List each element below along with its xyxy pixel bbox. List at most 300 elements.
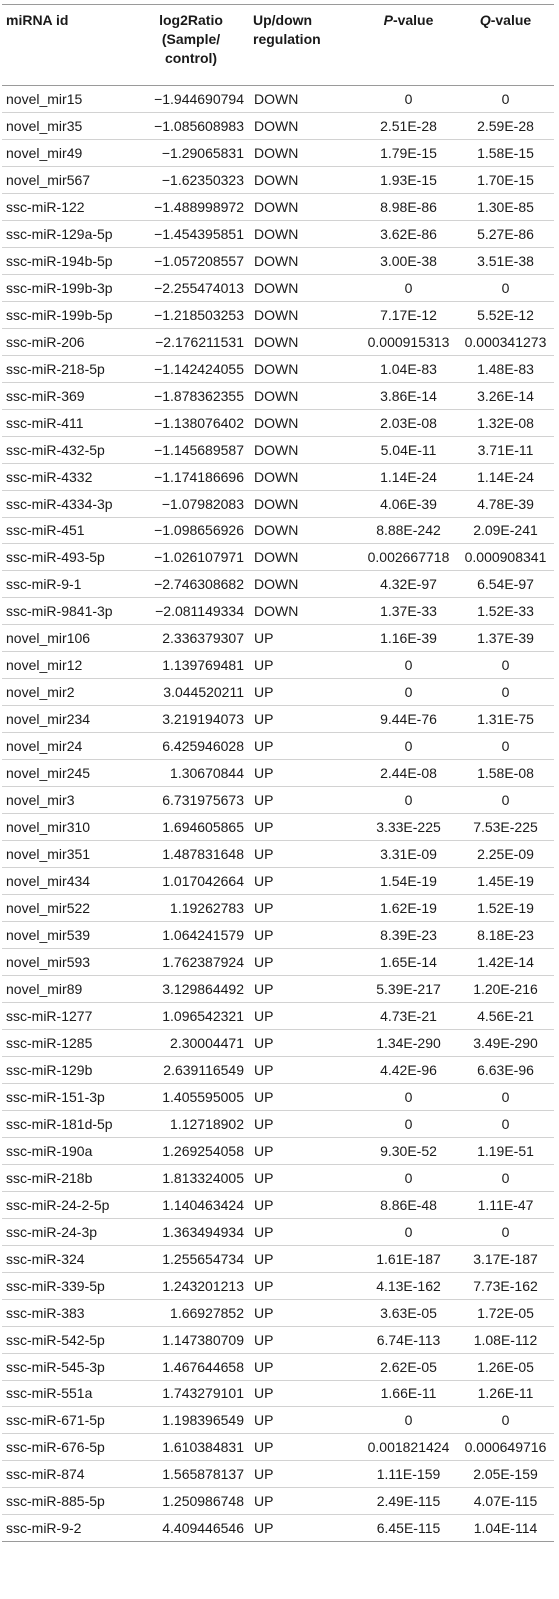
- table-row: [2, 1110, 554, 1137]
- cell-q-value: 1.58E-08: [457, 760, 554, 787]
- cell-p-value: 1.54E-19: [360, 868, 457, 895]
- cell-mirna-id: ssc-miR-4334-3p: [2, 490, 132, 517]
- cell-log2ratio: 1.467644658: [132, 1353, 250, 1380]
- cell-log2ratio: −1.174186696: [132, 463, 250, 490]
- mirna-table: [2, 4, 554, 1542]
- cell-regulation: DOWN: [250, 274, 360, 301]
- cell-regulation: DOWN: [250, 193, 360, 220]
- cell-q-value: 0: [457, 1164, 554, 1191]
- cell-q-value: 1.42E-14: [457, 949, 554, 976]
- cell-regulation: UP: [250, 895, 360, 922]
- cell-q-value: 1.08E-112: [457, 1326, 554, 1353]
- cell-q-value: 1.26E-11: [457, 1380, 554, 1407]
- cell-p-value: 2.03E-08: [360, 409, 457, 436]
- cell-q-value: 0: [457, 679, 554, 706]
- cell-mirna-id: novel_mir89: [2, 975, 132, 1002]
- cell-p-value: 0: [360, 1407, 457, 1434]
- cell-q-value: 0.000649716: [457, 1434, 554, 1461]
- cell-regulation: UP: [250, 949, 360, 976]
- cell-p-value: 1.04E-83: [360, 355, 457, 382]
- cell-mirna-id: ssc-miR-151-3p: [2, 1083, 132, 1110]
- cell-log2ratio: −1.085608983: [132, 112, 250, 139]
- table-row: [2, 301, 554, 328]
- cell-p-value: 1.16E-39: [360, 625, 457, 652]
- cell-regulation: UP: [250, 1326, 360, 1353]
- table-row: [2, 409, 554, 436]
- header-row: [2, 5, 554, 86]
- cell-log2ratio: −1.62350323: [132, 166, 250, 193]
- cell-p-value: 1.79E-15: [360, 139, 457, 166]
- cell-p-value: 4.13E-162: [360, 1272, 457, 1299]
- table-row: [2, 382, 554, 409]
- cell-regulation: DOWN: [250, 355, 360, 382]
- cell-log2ratio: 1.762387924: [132, 949, 250, 976]
- cell-q-value: 3.71E-11: [457, 436, 554, 463]
- cell-log2ratio: 1.565878137: [132, 1461, 250, 1488]
- cell-log2ratio: 1.813324005: [132, 1164, 250, 1191]
- cell-q-value: 1.20E-216: [457, 975, 554, 1002]
- table-row: [2, 1488, 554, 1515]
- cell-mirna-id: ssc-miR-885-5p: [2, 1488, 132, 1515]
- cell-q-value: 0: [457, 1218, 554, 1245]
- cell-p-value: 0: [360, 86, 457, 113]
- cell-q-value: 1.14E-24: [457, 463, 554, 490]
- cell-regulation: DOWN: [250, 463, 360, 490]
- cell-p-value: 1.11E-159: [360, 1461, 457, 1488]
- table-row: [2, 1353, 554, 1380]
- header-q-value: Q-value: [457, 5, 554, 86]
- cell-mirna-id: ssc-miR-676-5p: [2, 1434, 132, 1461]
- cell-q-value: 0: [457, 787, 554, 814]
- table-row: [2, 868, 554, 895]
- cell-regulation: DOWN: [250, 166, 360, 193]
- cell-p-value: 6.45E-115: [360, 1515, 457, 1542]
- cell-q-value: 6.54E-97: [457, 571, 554, 598]
- cell-p-value: 9.44E-76: [360, 706, 457, 733]
- cell-mirna-id: ssc-miR-181d-5p: [2, 1110, 132, 1137]
- cell-p-value: 4.73E-21: [360, 1002, 457, 1029]
- table-row: [2, 355, 554, 382]
- table-row: [2, 490, 554, 517]
- cell-mirna-id: ssc-miR-199b-3p: [2, 274, 132, 301]
- cell-log2ratio: 1.694605865: [132, 814, 250, 841]
- table-row: [2, 1515, 554, 1542]
- table-header: [2, 5, 554, 86]
- cell-p-value: 0: [360, 787, 457, 814]
- cell-log2ratio: −1.138076402: [132, 409, 250, 436]
- cell-q-value: 0: [457, 86, 554, 113]
- cell-q-value: 0: [457, 1110, 554, 1137]
- cell-mirna-id: novel_mir245: [2, 760, 132, 787]
- cell-p-value: 1.14E-24: [360, 463, 457, 490]
- cell-regulation: UP: [250, 868, 360, 895]
- cell-mirna-id: ssc-miR-4332: [2, 463, 132, 490]
- cell-p-value: 8.86E-48: [360, 1191, 457, 1218]
- cell-mirna-id: ssc-miR-545-3p: [2, 1353, 132, 1380]
- table-row: [2, 1056, 554, 1083]
- cell-q-value: 0: [457, 733, 554, 760]
- table-row: [2, 328, 554, 355]
- cell-regulation: UP: [250, 1299, 360, 1326]
- cell-mirna-id: ssc-miR-190a: [2, 1137, 132, 1164]
- cell-regulation: UP: [250, 1515, 360, 1542]
- cell-log2ratio: 2.639116549: [132, 1056, 250, 1083]
- cell-p-value: 1.66E-11: [360, 1380, 457, 1407]
- cell-log2ratio: −2.176211531: [132, 328, 250, 355]
- cell-q-value: 7.73E-162: [457, 1272, 554, 1299]
- cell-regulation: UP: [250, 841, 360, 868]
- header-p-value: P-value: [360, 5, 457, 86]
- cell-log2ratio: −1.218503253: [132, 301, 250, 328]
- table-row: [2, 1380, 554, 1407]
- table-row: [2, 841, 554, 868]
- cell-mirna-id: novel_mir434: [2, 868, 132, 895]
- cell-q-value: 1.52E-19: [457, 895, 554, 922]
- header-mirna-id: miRNA id: [2, 5, 132, 86]
- cell-regulation: DOWN: [250, 436, 360, 463]
- cell-regulation: UP: [250, 922, 360, 949]
- table-row: [2, 1434, 554, 1461]
- cell-q-value: 0: [457, 652, 554, 679]
- cell-mirna-id: novel_mir35: [2, 112, 132, 139]
- cell-log2ratio: 1.19262783: [132, 895, 250, 922]
- cell-log2ratio: −2.255474013: [132, 274, 250, 301]
- cell-q-value: 5.52E-12: [457, 301, 554, 328]
- cell-q-value: 1.70E-15: [457, 166, 554, 193]
- cell-p-value: 0: [360, 1218, 457, 1245]
- cell-q-value: 1.37E-39: [457, 625, 554, 652]
- cell-mirna-id: ssc-miR-339-5p: [2, 1272, 132, 1299]
- cell-p-value: 3.86E-14: [360, 382, 457, 409]
- cell-mirna-id: novel_mir539: [2, 922, 132, 949]
- cell-p-value: 3.62E-86: [360, 220, 457, 247]
- cell-log2ratio: −1.145689587: [132, 436, 250, 463]
- cell-mirna-id: ssc-miR-9841-3p: [2, 598, 132, 625]
- cell-p-value: 1.61E-187: [360, 1245, 457, 1272]
- cell-log2ratio: −1.878362355: [132, 382, 250, 409]
- cell-p-value: 4.06E-39: [360, 490, 457, 517]
- cell-mirna-id: ssc-miR-874: [2, 1461, 132, 1488]
- cell-q-value: 1.11E-47: [457, 1191, 554, 1218]
- document-page: [0, 4, 559, 1599]
- table-row: [2, 706, 554, 733]
- cell-mirna-id: novel_mir12: [2, 652, 132, 679]
- cell-log2ratio: 6.425946028: [132, 733, 250, 760]
- cell-p-value: 0.001821424: [360, 1434, 457, 1461]
- table-row: [2, 598, 554, 625]
- cell-p-value: 0: [360, 274, 457, 301]
- cell-log2ratio: −1.057208557: [132, 247, 250, 274]
- cell-q-value: 1.26E-05: [457, 1353, 554, 1380]
- cell-log2ratio: 3.044520211: [132, 679, 250, 706]
- cell-mirna-id: ssc-miR-129b: [2, 1056, 132, 1083]
- cell-regulation: UP: [250, 1029, 360, 1056]
- cell-mirna-id: ssc-miR-9-1: [2, 571, 132, 598]
- cell-log2ratio: 1.198396549: [132, 1407, 250, 1434]
- cell-regulation: UP: [250, 679, 360, 706]
- cell-p-value: 0: [360, 1164, 457, 1191]
- cell-q-value: 1.31E-75: [457, 706, 554, 733]
- cell-q-value: 0: [457, 1407, 554, 1434]
- cell-q-value: 1.58E-15: [457, 139, 554, 166]
- cell-p-value: 3.31E-09: [360, 841, 457, 868]
- table-row: [2, 1218, 554, 1245]
- cell-p-value: 4.42E-96: [360, 1056, 457, 1083]
- table-row: [2, 652, 554, 679]
- cell-q-value: 1.52E-33: [457, 598, 554, 625]
- table-row: [2, 1002, 554, 1029]
- cell-p-value: 1.93E-15: [360, 166, 457, 193]
- cell-mirna-id: ssc-miR-432-5p: [2, 436, 132, 463]
- table-row: [2, 166, 554, 193]
- cell-regulation: UP: [250, 1353, 360, 1380]
- table-row: [2, 463, 554, 490]
- cell-log2ratio: 1.096542321: [132, 1002, 250, 1029]
- cell-regulation: DOWN: [250, 571, 360, 598]
- cell-mirna-id: novel_mir310: [2, 814, 132, 841]
- cell-log2ratio: 1.147380709: [132, 1326, 250, 1353]
- table-row: [2, 733, 554, 760]
- cell-mirna-id: novel_mir234: [2, 706, 132, 733]
- cell-mirna-id: novel_mir106: [2, 625, 132, 652]
- cell-mirna-id: novel_mir2: [2, 679, 132, 706]
- table-row: [2, 1272, 554, 1299]
- table-row: [2, 86, 554, 113]
- cell-log2ratio: −1.07982083: [132, 490, 250, 517]
- cell-mirna-id: novel_mir24: [2, 733, 132, 760]
- table-row: [2, 1461, 554, 1488]
- cell-mirna-id: ssc-miR-199b-5p: [2, 301, 132, 328]
- cell-log2ratio: −2.746308682: [132, 571, 250, 598]
- cell-mirna-id: ssc-miR-9-2: [2, 1515, 132, 1542]
- cell-q-value: 1.72E-05: [457, 1299, 554, 1326]
- cell-p-value: 8.88E-242: [360, 517, 457, 544]
- cell-q-value: 6.63E-96: [457, 1056, 554, 1083]
- table-row: [2, 787, 554, 814]
- cell-mirna-id: ssc-miR-24-3p: [2, 1218, 132, 1245]
- cell-mirna-id: ssc-miR-206: [2, 328, 132, 355]
- header-log2ratio: log2Ratio (Sample/ control): [132, 5, 250, 86]
- cell-mirna-id: ssc-miR-671-5p: [2, 1407, 132, 1434]
- cell-log2ratio: 3.129864492: [132, 975, 250, 1002]
- cell-regulation: UP: [250, 1164, 360, 1191]
- cell-regulation: DOWN: [250, 598, 360, 625]
- cell-q-value: 0.000908341: [457, 544, 554, 571]
- table-row: [2, 814, 554, 841]
- cell-q-value: 1.30E-85: [457, 193, 554, 220]
- cell-log2ratio: 1.255654734: [132, 1245, 250, 1272]
- cell-regulation: UP: [250, 814, 360, 841]
- table-row: [2, 1137, 554, 1164]
- cell-q-value: 2.09E-241: [457, 517, 554, 544]
- cell-mirna-id: ssc-miR-542-5p: [2, 1326, 132, 1353]
- cell-mirna-id: ssc-miR-1277: [2, 1002, 132, 1029]
- cell-q-value: 0: [457, 1083, 554, 1110]
- cell-p-value: 0: [360, 1110, 457, 1137]
- cell-regulation: DOWN: [250, 382, 360, 409]
- cell-mirna-id: ssc-miR-324: [2, 1245, 132, 1272]
- cell-mirna-id: ssc-miR-493-5p: [2, 544, 132, 571]
- cell-regulation: DOWN: [250, 247, 360, 274]
- cell-regulation: UP: [250, 706, 360, 733]
- cell-regulation: DOWN: [250, 220, 360, 247]
- cell-regulation: UP: [250, 760, 360, 787]
- cell-p-value: 9.30E-52: [360, 1137, 457, 1164]
- cell-log2ratio: 1.269254058: [132, 1137, 250, 1164]
- table-row: [2, 625, 554, 652]
- cell-p-value: 8.39E-23: [360, 922, 457, 949]
- cell-mirna-id: novel_mir49: [2, 139, 132, 166]
- cell-mirna-id: ssc-miR-129a-5p: [2, 220, 132, 247]
- cell-regulation: DOWN: [250, 301, 360, 328]
- cell-regulation: UP: [250, 1434, 360, 1461]
- cell-mirna-id: ssc-miR-218b: [2, 1164, 132, 1191]
- cell-log2ratio: −1.488998972: [132, 193, 250, 220]
- cell-log2ratio: 1.250986748: [132, 1488, 250, 1515]
- cell-log2ratio: 1.017042664: [132, 868, 250, 895]
- cell-q-value: 1.32E-08: [457, 409, 554, 436]
- cell-regulation: DOWN: [250, 517, 360, 544]
- table-row: [2, 1164, 554, 1191]
- table-row: [2, 1407, 554, 1434]
- cell-log2ratio: 6.731975673: [132, 787, 250, 814]
- cell-log2ratio: 1.487831648: [132, 841, 250, 868]
- cell-p-value: 4.32E-97: [360, 571, 457, 598]
- cell-regulation: UP: [250, 975, 360, 1002]
- cell-regulation: UP: [250, 625, 360, 652]
- cell-mirna-id: novel_mir351: [2, 841, 132, 868]
- cell-mirna-id: novel_mir567: [2, 166, 132, 193]
- table-row: [2, 193, 554, 220]
- cell-q-value: 0: [457, 274, 554, 301]
- cell-regulation: DOWN: [250, 490, 360, 517]
- table-row: [2, 517, 554, 544]
- cell-p-value: 0: [360, 679, 457, 706]
- cell-regulation: UP: [250, 1137, 360, 1164]
- table-row: [2, 544, 554, 571]
- cell-mirna-id: novel_mir15: [2, 86, 132, 113]
- cell-q-value: 1.19E-51: [457, 1137, 554, 1164]
- cell-log2ratio: 1.139769481: [132, 652, 250, 679]
- cell-log2ratio: 3.219194073: [132, 706, 250, 733]
- cell-regulation: DOWN: [250, 112, 360, 139]
- cell-q-value: 4.07E-115: [457, 1488, 554, 1515]
- cell-p-value: 1.34E-290: [360, 1029, 457, 1056]
- cell-q-value: 3.51E-38: [457, 247, 554, 274]
- table-row: [2, 922, 554, 949]
- cell-mirna-id: ssc-miR-24-2-5p: [2, 1191, 132, 1218]
- cell-mirna-id: novel_mir3: [2, 787, 132, 814]
- cell-mirna-id: novel_mir593: [2, 949, 132, 976]
- table-row: [2, 112, 554, 139]
- table-row: [2, 1299, 554, 1326]
- table-row: [2, 571, 554, 598]
- table-row: [2, 139, 554, 166]
- cell-p-value: 3.33E-225: [360, 814, 457, 841]
- cell-mirna-id: novel_mir522: [2, 895, 132, 922]
- cell-q-value: 3.49E-290: [457, 1029, 554, 1056]
- table-row: [2, 1083, 554, 1110]
- table-row: [2, 274, 554, 301]
- cell-regulation: UP: [250, 1488, 360, 1515]
- cell-log2ratio: −1.026107971: [132, 544, 250, 571]
- cell-p-value: 0.000915313: [360, 328, 457, 355]
- cell-regulation: UP: [250, 1191, 360, 1218]
- table-row: [2, 220, 554, 247]
- cell-log2ratio: 4.409446546: [132, 1515, 250, 1542]
- cell-regulation: DOWN: [250, 544, 360, 571]
- cell-p-value: 2.44E-08: [360, 760, 457, 787]
- table-row: [2, 247, 554, 274]
- cell-p-value: 7.17E-12: [360, 301, 457, 328]
- cell-log2ratio: 1.610384831: [132, 1434, 250, 1461]
- cell-regulation: UP: [250, 1272, 360, 1299]
- cell-regulation: UP: [250, 1083, 360, 1110]
- cell-p-value: 3.00E-38: [360, 247, 457, 274]
- table-row: [2, 1326, 554, 1353]
- cell-log2ratio: 1.743279101: [132, 1380, 250, 1407]
- cell-log2ratio: 1.064241579: [132, 922, 250, 949]
- table-row: [2, 895, 554, 922]
- cell-q-value: 3.17E-187: [457, 1245, 554, 1272]
- cell-log2ratio: −1.454395851: [132, 220, 250, 247]
- cell-p-value: 5.39E-217: [360, 975, 457, 1002]
- cell-mirna-id: ssc-miR-122: [2, 193, 132, 220]
- cell-p-value: 5.04E-11: [360, 436, 457, 463]
- cell-p-value: 1.62E-19: [360, 895, 457, 922]
- table-row: [2, 1029, 554, 1056]
- cell-log2ratio: −1.29065831: [132, 139, 250, 166]
- table-row: [2, 949, 554, 976]
- cell-mirna-id: ssc-miR-551a: [2, 1380, 132, 1407]
- cell-regulation: UP: [250, 652, 360, 679]
- cell-regulation: UP: [250, 1110, 360, 1137]
- cell-p-value: 1.65E-14: [360, 949, 457, 976]
- cell-mirna-id: ssc-miR-369: [2, 382, 132, 409]
- cell-log2ratio: 1.405595005: [132, 1083, 250, 1110]
- cell-q-value: 8.18E-23: [457, 922, 554, 949]
- cell-regulation: UP: [250, 1056, 360, 1083]
- cell-q-value: 2.25E-09: [457, 841, 554, 868]
- cell-q-value: 4.78E-39: [457, 490, 554, 517]
- cell-p-value: 3.63E-05: [360, 1299, 457, 1326]
- cell-p-value: 0.002667718: [360, 544, 457, 571]
- cell-q-value: 2.59E-28: [457, 112, 554, 139]
- table-row: [2, 1245, 554, 1272]
- table-row: [2, 975, 554, 1002]
- cell-q-value: 3.26E-14: [457, 382, 554, 409]
- cell-regulation: UP: [250, 1461, 360, 1488]
- cell-regulation: DOWN: [250, 409, 360, 436]
- cell-log2ratio: 1.66927852: [132, 1299, 250, 1326]
- cell-p-value: 2.62E-05: [360, 1353, 457, 1380]
- cell-q-value: 5.27E-86: [457, 220, 554, 247]
- cell-regulation: UP: [250, 1002, 360, 1029]
- cell-p-value: 1.37E-33: [360, 598, 457, 625]
- cell-p-value: 0: [360, 652, 457, 679]
- cell-mirna-id: ssc-miR-383: [2, 1299, 132, 1326]
- cell-regulation: UP: [250, 1218, 360, 1245]
- header-regulation: Up/down regulation: [250, 5, 360, 86]
- cell-p-value: 2.51E-28: [360, 112, 457, 139]
- cell-q-value: 1.45E-19: [457, 868, 554, 895]
- cell-log2ratio: 1.243201213: [132, 1272, 250, 1299]
- cell-mirna-id: ssc-miR-218-5p: [2, 355, 132, 382]
- cell-mirna-id: ssc-miR-411: [2, 409, 132, 436]
- cell-log2ratio: 1.140463424: [132, 1191, 250, 1218]
- cell-mirna-id: ssc-miR-451: [2, 517, 132, 544]
- cell-mirna-id: ssc-miR-194b-5p: [2, 247, 132, 274]
